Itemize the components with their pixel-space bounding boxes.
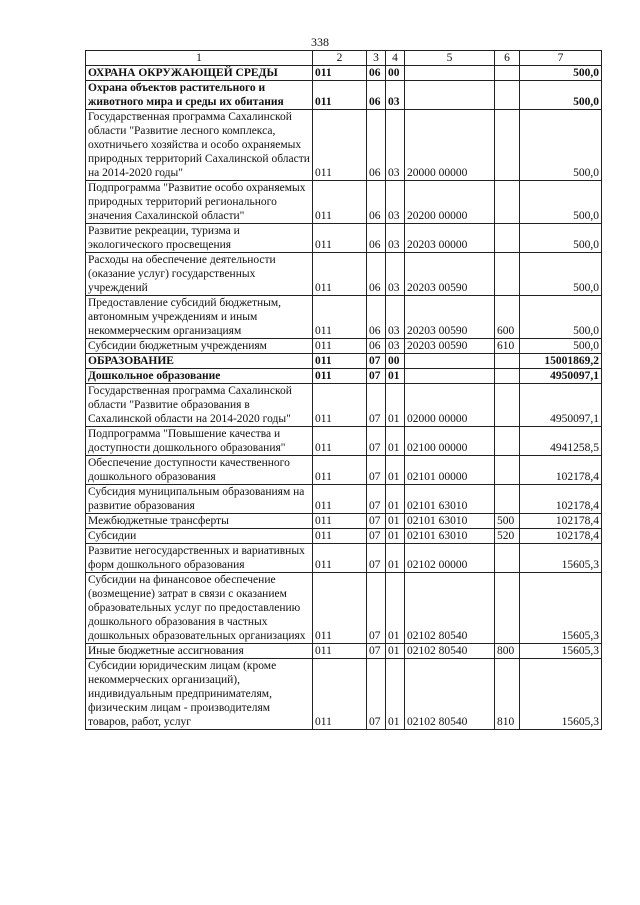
expense-type-cell (495, 224, 520, 253)
row-name-cell: Субсидии бюджетным учреждениям (86, 339, 313, 354)
admin-code-cell: 011 (313, 339, 367, 354)
section-code-cell: 07 (367, 573, 386, 644)
admin-code-cell: 011 (313, 253, 367, 296)
admin-code-cell: 011 (313, 110, 367, 181)
section-code-cell: 06 (367, 296, 386, 339)
row-name-cell: Подпрограмма "Повышение качества и доступности дошкольного образования" (86, 427, 313, 456)
page-number: 338 (311, 35, 329, 49)
amount-cell: 500,0 (520, 224, 602, 253)
table-row (86, 81, 602, 110)
admin-code-cell: 011 (313, 427, 367, 456)
expense-type-cell (495, 384, 520, 427)
amount-cell: 500,0 (520, 110, 602, 181)
amount-cell: 500,0 (520, 253, 602, 296)
section-code-cell: 07 (367, 456, 386, 485)
subsection-code-cell: 01 (386, 456, 405, 485)
table-row (86, 181, 602, 224)
subsection-code-cell: 01 (386, 427, 405, 456)
expense-type-cell (495, 544, 520, 573)
table-row (86, 339, 602, 354)
target-article-cell (405, 66, 495, 81)
budget-table (85, 50, 602, 730)
subsection-code-cell: 03 (386, 181, 405, 224)
expense-type-cell (495, 66, 520, 81)
section-code-cell: 07 (367, 659, 386, 730)
section-code-cell: 06 (367, 181, 386, 224)
table-row (86, 529, 602, 544)
amount-cell: 102178,4 (520, 456, 602, 485)
target-article-cell (405, 81, 495, 110)
section-code-cell: 06 (367, 224, 386, 253)
admin-code-cell: 011 (313, 369, 367, 384)
row-name-cell: Обеспечение доступности качественного дошкольного образования (86, 456, 313, 485)
table-row (86, 369, 602, 384)
expense-type-cell (495, 181, 520, 224)
admin-code-cell: 011 (313, 544, 367, 573)
target-article-cell: 20203 00590 (405, 253, 495, 296)
section-code-cell: 06 (367, 253, 386, 296)
row-name-cell: Подпрограмма "Развитие особо охраняемых природных территорий регионального значения Сахалинской области" (86, 181, 313, 224)
amount-cell: 500,0 (520, 339, 602, 354)
section-code-cell: 06 (367, 339, 386, 354)
target-article-cell (405, 369, 495, 384)
amount-cell: 15001869,2 (520, 354, 602, 369)
admin-code-cell: 011 (313, 573, 367, 644)
target-article-cell: 02101 63010 (405, 529, 495, 544)
amount-cell: 4950097,1 (520, 369, 602, 384)
target-article-cell: 02000 00000 (405, 384, 495, 427)
amount-cell: 15605,3 (520, 644, 602, 659)
subsection-code-cell: 01 (386, 384, 405, 427)
subsection-code-cell: 01 (386, 659, 405, 730)
amount-cell: 15605,3 (520, 659, 602, 730)
section-code-cell: 07 (367, 544, 386, 573)
subsection-code-cell: 03 (386, 224, 405, 253)
row-name-cell: ОХРАНА ОКРУЖАЮЩЕЙ СРЕДЫ (86, 66, 313, 81)
expense-type-cell (495, 81, 520, 110)
row-name-cell: Расходы на обеспечение деятельности (оказание услуг) государственных учреждений (86, 253, 313, 296)
table-row (86, 354, 602, 369)
amount-cell: 102178,4 (520, 529, 602, 544)
row-name-cell: Дошкольное образование (86, 369, 313, 384)
expense-type-cell (495, 354, 520, 369)
admin-code-cell: 011 (313, 384, 367, 427)
row-name-cell: Субсидии (86, 529, 313, 544)
row-name-cell: Охрана объектов растительного и животного мира и среды их обитания (86, 81, 313, 110)
amount-cell: 15605,3 (520, 544, 602, 573)
amount-cell: 4941258,5 (520, 427, 602, 456)
table-row (86, 224, 602, 253)
row-name-cell: Государственная программа Сахалинской области "Развитие образования в Сахалинской области на 2014-2020 годы" (86, 384, 313, 427)
target-article-cell: 20203 00590 (405, 296, 495, 339)
target-article-cell: 02101 63010 (405, 485, 495, 514)
amount-cell: 500,0 (520, 66, 602, 81)
expense-type-cell (495, 485, 520, 514)
row-name-cell: Субсидии на финансовое обеспечение (возмещение) затрат в связи с оказанием образовательных услуг по предоставлению дошкольного образования в частных дошкольных образовательных организациях (86, 573, 313, 644)
admin-code-cell: 011 (313, 529, 367, 544)
header-cell: 1 (86, 51, 313, 66)
section-code-cell: 07 (367, 485, 386, 514)
row-name-cell: Межбюджетные трансферты (86, 514, 313, 529)
admin-code-cell: 011 (313, 181, 367, 224)
expense-type-cell (495, 253, 520, 296)
subsection-code-cell: 01 (386, 514, 405, 529)
table-row (86, 514, 602, 529)
subsection-code-cell: 00 (386, 66, 405, 81)
row-name-cell: Предоставление субсидий бюджетным, автономным учреждениям и иным некоммерческим организациям (86, 296, 313, 339)
expense-type-cell (495, 110, 520, 181)
row-name-cell: Государственная программа Сахалинской области "Развитие лесного комплекса, охотничьего хозяйства и особо охраняемых природных территорий Сахалинской области на 2014-2020 годы" (86, 110, 313, 181)
subsection-code-cell: 03 (386, 253, 405, 296)
subsection-code-cell: 03 (386, 110, 405, 181)
table-row (86, 427, 602, 456)
admin-code-cell: 011 (313, 456, 367, 485)
table-row (86, 456, 602, 485)
section-code-cell: 06 (367, 81, 386, 110)
target-article-cell: 02102 00000 (405, 544, 495, 573)
table-header-row (86, 51, 602, 66)
amount-cell: 500,0 (520, 296, 602, 339)
table-row (86, 544, 602, 573)
admin-code-cell: 011 (313, 81, 367, 110)
amount-cell: 500,0 (520, 81, 602, 110)
row-name-cell: ОБРАЗОВАНИЕ (86, 354, 313, 369)
subsection-code-cell: 01 (386, 644, 405, 659)
amount-cell: 15605,3 (520, 573, 602, 644)
expense-type-cell: 600 (495, 296, 520, 339)
row-name-cell: Субсидии юридическим лицам (кроме некоммерческих организаций), индивидуальным предпринимателям, физическим лицам - производителям товаров, работ, услуг (86, 659, 313, 730)
subsection-code-cell: 01 (386, 485, 405, 514)
header-cell: 3 (367, 51, 386, 66)
section-code-cell: 07 (367, 529, 386, 544)
section-code-cell: 06 (367, 66, 386, 81)
admin-code-cell: 011 (313, 514, 367, 529)
row-name-cell: Иные бюджетные ассигнования (86, 644, 313, 659)
table-row (86, 66, 602, 81)
subsection-code-cell: 01 (386, 544, 405, 573)
expense-type-cell (495, 456, 520, 485)
target-article-cell: 02102 80540 (405, 659, 495, 730)
target-article-cell: 20000 00000 (405, 110, 495, 181)
table-row (86, 659, 602, 730)
expense-type-cell (495, 427, 520, 456)
admin-code-cell: 011 (313, 66, 367, 81)
row-name-cell: Развитие негосударственных и вариативных форм дошкольного образования (86, 544, 313, 573)
target-article-cell (405, 354, 495, 369)
expense-type-cell: 800 (495, 644, 520, 659)
section-code-cell: 07 (367, 354, 386, 369)
target-article-cell: 02102 80540 (405, 644, 495, 659)
table-row (86, 384, 602, 427)
subsection-code-cell: 01 (386, 573, 405, 644)
admin-code-cell: 011 (313, 644, 367, 659)
admin-code-cell: 011 (313, 296, 367, 339)
subsection-code-cell: 01 (386, 529, 405, 544)
expense-type-cell (495, 369, 520, 384)
target-article-cell: 02101 00000 (405, 456, 495, 485)
section-code-cell: 07 (367, 427, 386, 456)
target-article-cell: 02102 80540 (405, 573, 495, 644)
header-cell: 4 (386, 51, 405, 66)
section-code-cell: 07 (367, 384, 386, 427)
section-code-cell: 07 (367, 644, 386, 659)
expense-type-cell (495, 573, 520, 644)
admin-code-cell: 011 (313, 354, 367, 369)
table-row (86, 296, 602, 339)
section-code-cell: 06 (367, 110, 386, 181)
expense-type-cell: 610 (495, 339, 520, 354)
admin-code-cell: 011 (313, 659, 367, 730)
target-article-cell: 02100 00000 (405, 427, 495, 456)
header-cell: 5 (405, 51, 495, 66)
expense-type-cell: 520 (495, 529, 520, 544)
header-cell: 6 (495, 51, 520, 66)
target-article-cell: 02101 63010 (405, 514, 495, 529)
table-row (86, 573, 602, 644)
header-cell: 2 (313, 51, 367, 66)
row-name-cell: Развитие рекреации, туризма и экологического просвещения (86, 224, 313, 253)
admin-code-cell: 011 (313, 224, 367, 253)
target-article-cell: 20200 00000 (405, 181, 495, 224)
amount-cell: 102178,4 (520, 514, 602, 529)
subsection-code-cell: 03 (386, 296, 405, 339)
expense-type-cell: 810 (495, 659, 520, 730)
amount-cell: 102178,4 (520, 485, 602, 514)
subsection-code-cell: 03 (386, 339, 405, 354)
section-code-cell: 07 (367, 514, 386, 529)
admin-code-cell: 011 (313, 485, 367, 514)
subsection-code-cell: 00 (386, 354, 405, 369)
table-row (86, 110, 602, 181)
amount-cell: 4950097,1 (520, 384, 602, 427)
table-row (86, 644, 602, 659)
expense-type-cell: 500 (495, 514, 520, 529)
section-code-cell: 07 (367, 369, 386, 384)
table-row (86, 485, 602, 514)
target-article-cell: 20203 00590 (405, 339, 495, 354)
amount-cell: 500,0 (520, 181, 602, 224)
subsection-code-cell: 03 (386, 81, 405, 110)
target-article-cell: 20203 00000 (405, 224, 495, 253)
table-row (86, 253, 602, 296)
row-name-cell: Субсидия муниципальным образованиям на развитие образования (86, 485, 313, 514)
subsection-code-cell: 01 (386, 369, 405, 384)
header-cell: 7 (520, 51, 602, 66)
